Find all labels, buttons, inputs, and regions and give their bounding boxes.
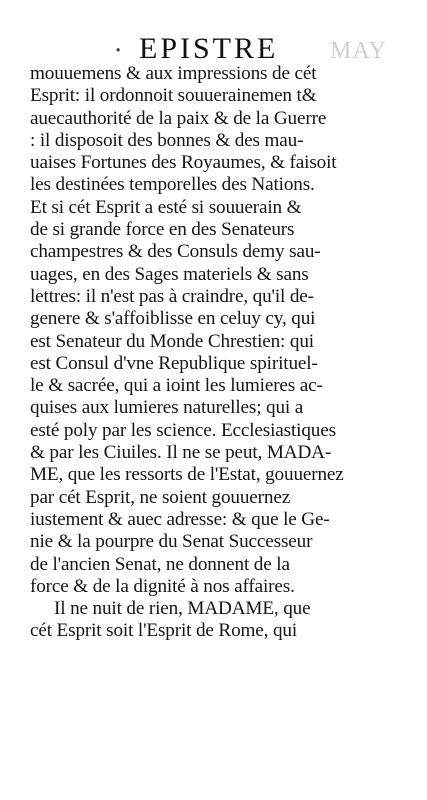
text-line: Et si cét Esprit a esté si souuerain & <box>30 196 302 218</box>
text-line: esté poly par les science. Ecclesiastiques <box>30 419 336 441</box>
text-line: est Consul d'vne Republique spirituel- <box>30 352 318 374</box>
text-line: auecauthorité de la paix & de la Guerre <box>30 107 327 129</box>
text-line: force & de la dignité à nos affaires. <box>30 575 295 597</box>
page-header <box>0 28 427 68</box>
text-line: par cét Esprit, ne soient gouuernez <box>30 486 291 508</box>
text-line: Esprit: il ordonnoit souuerainemen t& <box>30 85 317 107</box>
text-line: uaises Fortunes des Royaumes, & faisoit <box>30 152 337 174</box>
text-line: est Senateur du Monde Chrestien: qui <box>30 330 314 352</box>
text-line: mouuemens & aux impressions de cét <box>30 63 317 84</box>
text-line: le & sacrée, qui a ioint les lumieres ac- <box>30 375 323 397</box>
text-line: ME, que les ressorts de l'Estat, gouuernez <box>30 464 344 486</box>
text-line: nie & la pourpre du Senat Successeur <box>30 531 313 553</box>
header-ornament: · <box>114 36 123 66</box>
text-line: : il disposoit des bonnes & des mau- <box>30 129 304 151</box>
text-line: de si grande force en des Senateurs <box>30 219 295 241</box>
bleed-through-text: MAY <box>330 38 387 64</box>
text-line: champestres & des Consuls demy sau- <box>30 241 321 263</box>
text-line: genere & s'affoiblisse en celuy cy, qui <box>30 308 316 330</box>
text-line: cét Esprit soit l'Esprit de Rome, qui <box>30 620 298 642</box>
text-line: quises aux lumieres naturelles; qui a <box>30 397 304 419</box>
paragraph-first-line: Il ne nuit de rien, MADAME, que <box>54 598 311 620</box>
text-line: uages, en des Sages materiels & sans <box>30 263 309 285</box>
text-line: les destinées temporelles des Nations. <box>30 174 315 196</box>
running-head: EPISTRE <box>139 32 279 65</box>
body-text <box>30 63 415 643</box>
text-line: iustement & auec adresse: & que le Ge- <box>30 508 330 530</box>
text-line: de l'ancien Senat, ne donnent de la <box>30 553 290 575</box>
text-line: lettres: il n'est pas à craindre, qu'il de- <box>30 285 314 307</box>
text-line: & par les Ciuiles. Il ne se peut, MADA- <box>30 442 332 464</box>
